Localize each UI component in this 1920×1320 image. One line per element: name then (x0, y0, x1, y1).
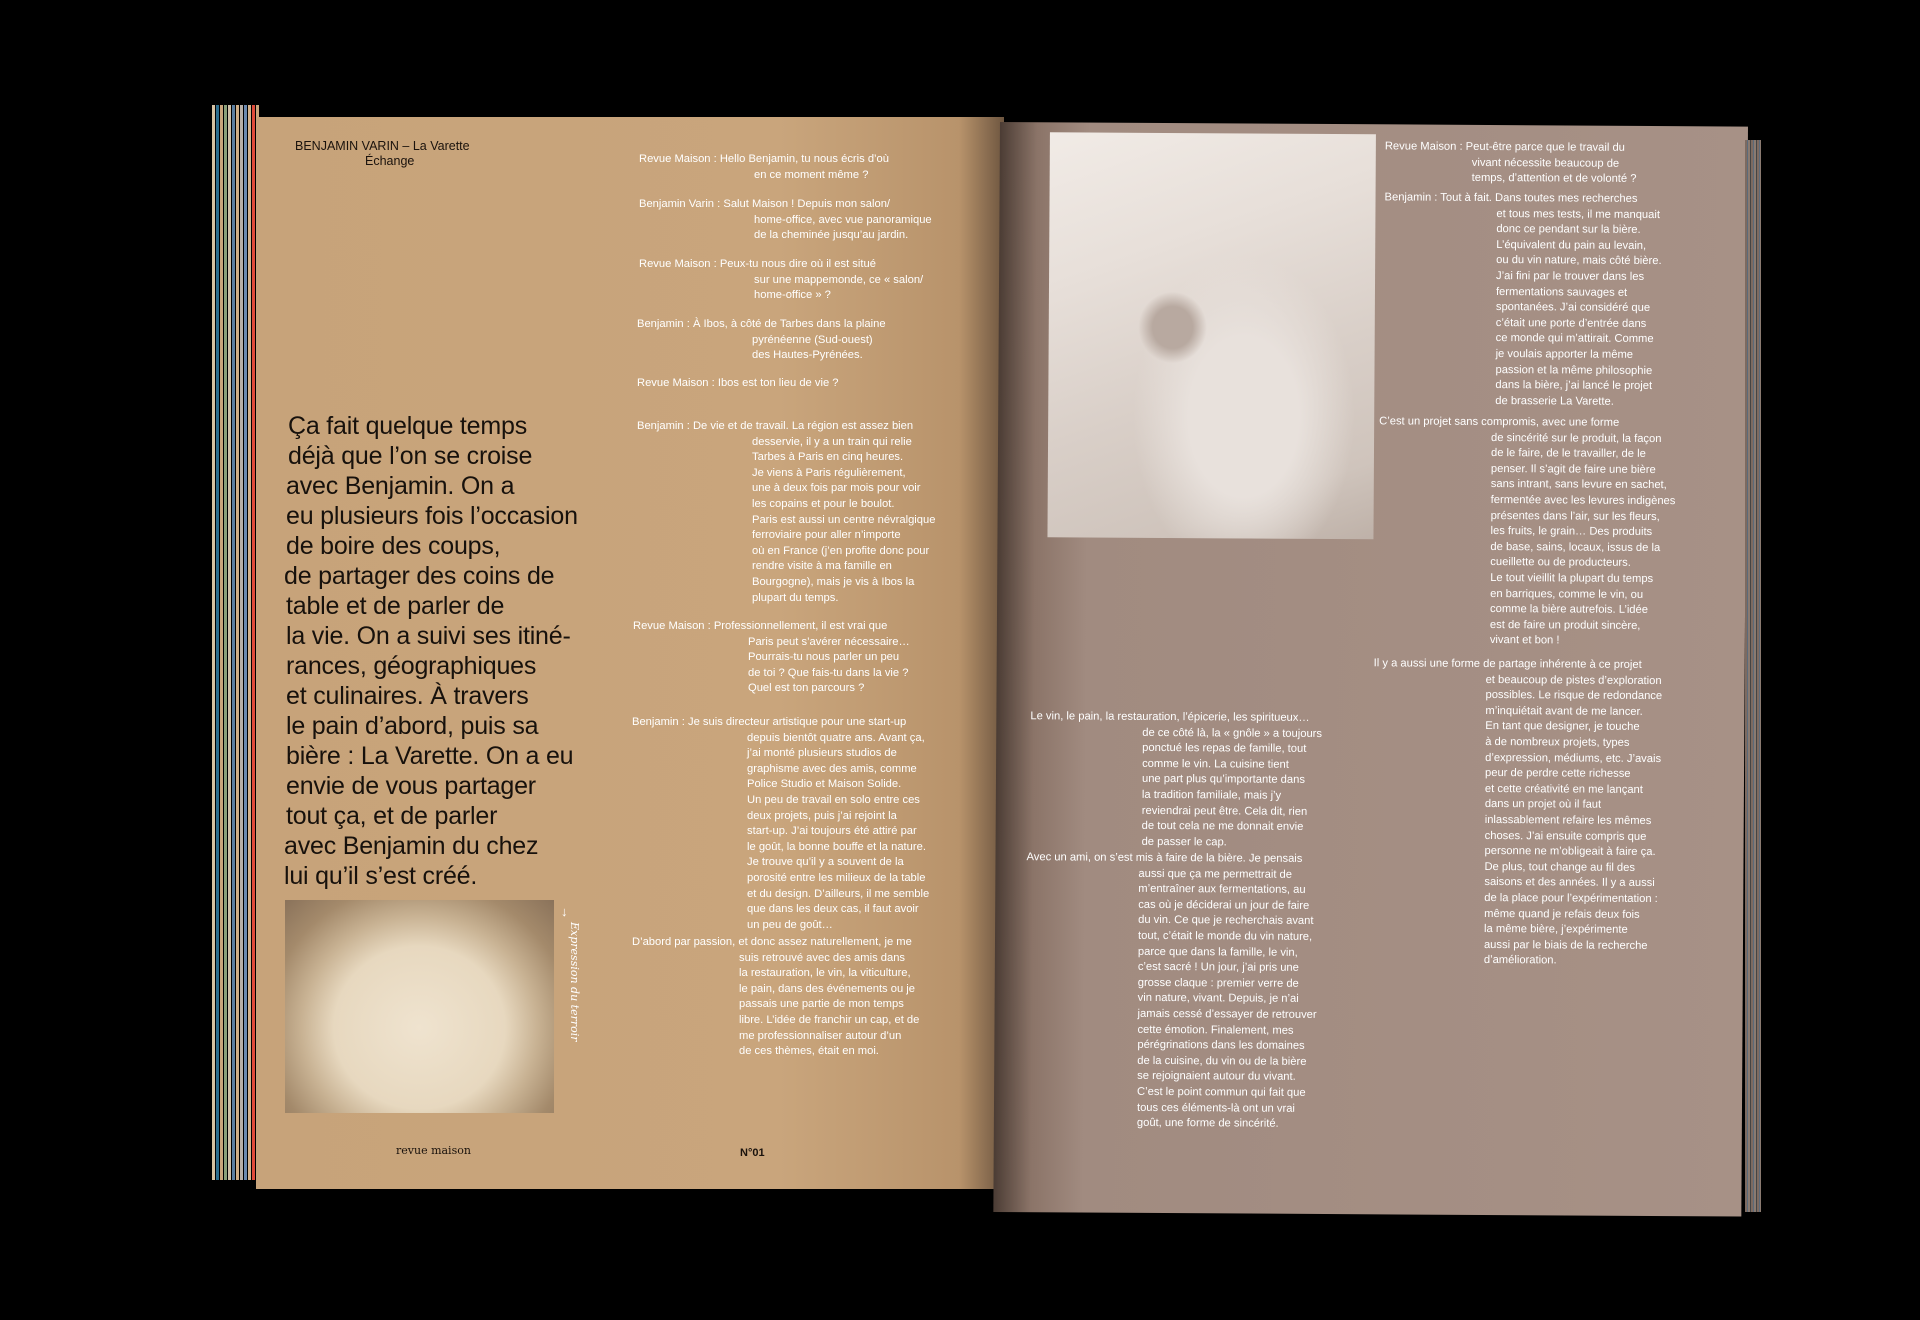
interview-line (637, 419, 935, 435)
interview-line: libre. L’idée de franchir un cap, et de (739, 1013, 920, 1026)
interview-line: me professionnaliser autour d’un (739, 1029, 902, 1042)
interview-qa (1383, 190, 1662, 410)
interview-line: présentes dans l’air, sur les fleurs, (1490, 509, 1660, 523)
intro-line: avec Benjamin du chez (284, 832, 539, 860)
interview-line: je voulais apporter la même (1495, 347, 1634, 361)
paragraph-line: c’est sacré ! Un jour, j’ai pris une (1137, 961, 1299, 974)
answer-text: Peut-être parce que le travail du (1465, 140, 1625, 154)
interview-line: cueillette ou de producteurs. (1490, 556, 1631, 570)
photo-caption: Expression du terroir (568, 922, 581, 1042)
interview-line: d’amélioration. (1483, 954, 1557, 967)
interview-line: peur de perdre cette richesse (1484, 767, 1631, 781)
paragraph-line: tout, c’était le monde du vin nature, (1137, 929, 1313, 943)
interview-line: j’ai monté plusieurs studios de (747, 747, 897, 760)
speaker-name: Benjamin : (632, 716, 685, 728)
interview-line: vivant nécessite beaucoup de (1471, 156, 1620, 170)
interview-line: Le tout vieillit la plupart du temps (1490, 571, 1654, 585)
interview-line: le goût, la bonne bouffe et la nature. (747, 840, 926, 853)
interview-line: passion et la même philosophie (1495, 363, 1653, 377)
interview-line: un peu de goût… (747, 918, 833, 931)
interview-line: de ces thèmes, était en moi. (739, 1045, 879, 1058)
interview-line: Police Studio et Maison Solide. (747, 778, 902, 791)
speaker-name: Benjamin : (637, 420, 690, 432)
right-page (993, 122, 1748, 1217)
interview-line: à de nombreux projets, types (1485, 735, 1630, 749)
answer-text: Tout à fait. Dans toutes mes recherches (1440, 191, 1638, 205)
interview-line (1385, 139, 1637, 156)
interview-line: plupart du temps. (752, 591, 839, 604)
interview-line: deux projets, puis j’ai rejoint la (747, 809, 897, 822)
folio-magazine-name: revue maison (396, 1144, 471, 1157)
interview-line: de sincérité sur le produit, la façon (1491, 431, 1662, 445)
paragraph-line: de la cuisine, du vin ou de la bière (1137, 1054, 1307, 1068)
arrow-down-icon: ↓ (561, 904, 568, 919)
paragraph-line: pérégrinations dans les domaines (1137, 1038, 1305, 1053)
answer-text: Professionnellement, il est vrai que (713, 620, 888, 632)
article-title: BENJAMIN VARIN – La Varette (295, 139, 470, 153)
interview-qa (632, 715, 929, 933)
interview-line: De plus, tout change au fil des (1484, 860, 1636, 874)
interview-line: les fruits, le grain… Des produits (1490, 525, 1653, 539)
paragraph-line: se rejoignaient autour du vivant. (1137, 1070, 1296, 1084)
interview-line: de brasserie La Varette. (1495, 394, 1614, 408)
interview-line: sans intrant, sans levure en sachet, (1490, 478, 1667, 492)
interview-line: suis retrouvé avec des amis dans (739, 951, 906, 964)
interview-line: même quand je refais deux fois (1484, 907, 1640, 921)
interview-line: Paris peut s’avérer nécessaire… (748, 635, 910, 648)
interview-line: J’ai fini par le trouver dans les (1496, 270, 1645, 283)
interview-line: d’expression, médiums, etc. J’avais (1485, 751, 1662, 765)
intro-line: avec Benjamin. On a (286, 472, 515, 500)
interview-line: une à deux fois par mois pour voir (752, 482, 921, 495)
interview-line: Pourrais-tu nous parler un peu (748, 651, 900, 664)
answer-text: Ibos est ton lieu de vie ? (717, 377, 839, 389)
interview-line: ou du vin nature, mais côté bière. (1496, 254, 1662, 268)
paragraph-line: tous ces éléments-là ont un vrai (1136, 1101, 1295, 1115)
interview-line: graphisme avec des amis, comme (747, 762, 917, 775)
interview-line (1374, 656, 1663, 673)
speaker-name: Revue Maison : (639, 153, 717, 165)
interview-line: et tous mes tests, il me manquait (1496, 207, 1661, 221)
interview-line (633, 619, 910, 635)
interview-qa (639, 197, 932, 244)
interview-qa (637, 317, 886, 364)
interview-qa (637, 419, 935, 606)
interview-line: L’équivalent du pain au levain, (1496, 238, 1647, 252)
interview-line (1384, 190, 1662, 207)
interview-line (1379, 414, 1676, 431)
interview-line (639, 197, 932, 213)
answer-text: D’abord par passion, et donc assez naturellement, je me (632, 936, 912, 948)
folio-issue-number: N°01 (740, 1147, 765, 1159)
interview-line: de la place pour l’expérimentation : (1484, 891, 1658, 905)
answer-text: C’est un projet sans compromis, avec une forme (1379, 415, 1620, 429)
paragraph-line: reviendrai peut être. Cela dit, rien (1141, 804, 1308, 818)
speaker-name: Revue Maison : (633, 620, 711, 632)
intro-line: rances, géographiques (286, 652, 537, 680)
intro-line: eu plusieurs fois l’occasion (286, 502, 578, 530)
interview-line: rendre visite à ma famille en (752, 560, 892, 573)
interview-qa (1372, 656, 1663, 970)
answer-text: À Ibos, à côté de Tarbes dans la plaine (692, 318, 886, 330)
interview-line: Je trouve qu’il y a souvent de la (747, 856, 904, 869)
interview-line: porosité entre les milieux de la table (747, 871, 926, 884)
interview-line: choses. J’ai ensuite compris que (1484, 829, 1647, 843)
interview-line: et beaucoup de pistes d’exploration (1485, 673, 1662, 687)
interview-line: penser. Il s’agit de faire une bière (1490, 462, 1656, 476)
paragraph-line: grosse claque : premier verre de (1137, 976, 1299, 990)
interview-line (637, 376, 839, 392)
interview-line: de le faire, de le travailler, de le (1490, 447, 1646, 461)
paragraph-line: Avec un ami, on s’est mis à faire de la bière. Je pensais (1026, 851, 1303, 865)
interview-line: possibles. Le risque de redondance (1485, 689, 1663, 703)
interview-qa (1378, 414, 1676, 650)
intro-line: le pain d’abord, puis sa (286, 712, 539, 740)
intro-line: Ça fait quelque temps (288, 412, 528, 440)
intro-line: bière : La Varette. On a eu (286, 742, 574, 770)
interview-line: de base, sains, locaux, issus de la (1490, 540, 1661, 554)
speaker-name: Benjamin : (637, 318, 690, 330)
paragraph-line: cas où je déciderai un jour de faire (1138, 898, 1310, 912)
interview-line (632, 935, 919, 951)
interview-line: dans un projet où il faut (1484, 798, 1602, 812)
interview-line: comme la bière autrefois. L’idée (1489, 603, 1649, 617)
answer-text: Il y a aussi une forme de partage inhérente à ce projet (1373, 657, 1642, 671)
intro-line: la vie. On a suivi ses itiné- (286, 622, 571, 650)
interview-line: et du design. D’ailleurs, il me semble (747, 887, 930, 900)
interview-column-right (993, 122, 1748, 1217)
interview-line: de toi ? Que fais-tu dans la vie ? (748, 666, 909, 679)
interview-line: home-office » ? (754, 289, 831, 302)
paragraph-line: comme le vin. La cuisine tient (1142, 757, 1289, 771)
paragraph-line: ponctué les repas de famille, tout (1142, 742, 1307, 756)
interview-line: donc ce pendant sur la bière. (1496, 223, 1641, 237)
interview-line: home-office, avec vue panoramique (754, 213, 932, 226)
paragraph-line: m’entraîner aux fermentations, au (1138, 883, 1306, 897)
paragraph-line: la tradition familiale, mais j’y (1141, 788, 1282, 802)
interview-line: Paris est aussi un centre névralgique (752, 513, 936, 526)
interview-line: la même bière, j’expérimente (1484, 923, 1628, 936)
intro-line: table et de parler de (286, 592, 505, 620)
interview-line: start-up. J’ai toujours été attiré par (747, 825, 917, 838)
intro-line: envie de vous partager (286, 772, 536, 800)
interview-line: en barriques, comme le vin, ou (1490, 587, 1644, 601)
interview-qa (632, 935, 919, 1060)
right-page-edges (1745, 140, 1761, 1212)
interview-line: ce monde qui m’attirait. Comme (1495, 332, 1654, 346)
paragraph-line: jamais cessé d’essayer de retrouver (1137, 1007, 1317, 1021)
interview-line: des Hautes-Pyrénées. (752, 349, 863, 362)
interview-line: Bourgogne), mais je vis à Ibos la (752, 575, 915, 588)
paragraph-line: une part plus qu’importante dans (1141, 773, 1305, 787)
interview-line: les copains et pour le boulot. (752, 497, 895, 510)
paragraph-line: du vin. Ce que je recherchais avant (1138, 914, 1314, 928)
interview-line: inlassablement refaire les mêmes (1484, 813, 1652, 827)
interview-line: fermentée avec les levures indigènes (1490, 493, 1676, 508)
interview-qa (1385, 139, 1637, 187)
speaker-name: Revue Maison : (1384, 140, 1463, 153)
speaker-name: Revue Maison : (639, 258, 717, 270)
paragraph-line: de passer le cap. (1141, 835, 1227, 849)
article-section: Échange (365, 154, 415, 168)
left-page (256, 117, 1004, 1189)
interview-line (637, 317, 886, 333)
interview-line: en ce moment même ? (754, 168, 869, 181)
page-edges (212, 105, 260, 1180)
interview-line: vivant et bon ! (1489, 634, 1560, 647)
answer-text: Peux-tu nous dire où il est situé (719, 258, 876, 270)
interview-line: la restauration, le vin, la viticulture, (739, 967, 911, 980)
interview-line: spontanées. J’ai considéré que (1495, 301, 1651, 315)
speaker-name: Benjamin Varin : (639, 198, 721, 210)
interview-line: c’était une porte d’entrée dans (1495, 316, 1647, 330)
interview-line: ferroviaire pour aller n’importe (752, 529, 901, 542)
interview-line: depuis bientôt quatre ans. Avant ça, (747, 731, 925, 744)
interview-line: Un peu de travail en solo entre ces (747, 793, 920, 806)
paragraph-line: goût, une forme de sincérité. (1136, 1116, 1279, 1130)
interview-line: personne ne m’obligeait à faire ça. (1484, 845, 1656, 859)
interview-line: Je viens à Paris régulièrement, (752, 466, 906, 479)
paragraph-line: cette émotion. Finalement, mes (1137, 1023, 1294, 1037)
interview-line: passais une partie de mon temps (739, 998, 904, 1011)
interview-line: est de faire un produit sincère, (1489, 618, 1641, 632)
paragraph-line: C’est le point commun qui fait que (1137, 1085, 1306, 1099)
paragraph-line: de tout cela ne me donnait envie (1141, 820, 1304, 834)
interview-line: saisons et des années. Il y a aussi (1484, 876, 1655, 890)
interview-line: et cette créativité en me lançant (1484, 782, 1643, 796)
interview-line: aussi par le biais de la recherche (1483, 938, 1648, 952)
interview-line (639, 152, 889, 168)
interview-line (632, 715, 929, 731)
interview-line: le pain, dans des événements ou je (739, 982, 916, 995)
paragraph-line: vin nature, vivant. Depuis, je n’ai (1137, 992, 1299, 1006)
answer-text: Salut Maison ! Depuis mon salon/ (723, 198, 891, 210)
interview-line: où en France (j’en profite donc pour (752, 544, 930, 557)
interview-line: En tant que designer, je touche (1485, 720, 1640, 734)
intro-line: déjà que l’on se croise (288, 442, 533, 470)
interview-line: de la cheminée jusqu’au jardin. (754, 229, 909, 242)
interview-qa (637, 376, 839, 392)
interview-qa (639, 152, 889, 183)
interview-column-left (256, 117, 1004, 1189)
intro-line: et culinaires. À travers (286, 682, 529, 710)
answer-text: Je suis directeur artistique pour une start-up (687, 716, 907, 728)
interview-line: pyrénéenne (Sud-ouest) (752, 333, 873, 346)
interview-line: temps, d’attention et de volonté ? (1471, 172, 1637, 186)
interview-line: fermentations sauvages et (1495, 285, 1628, 299)
intro-line: lui qu’il s’est créé. (284, 862, 478, 890)
speaker-name: Benjamin : (1384, 191, 1438, 204)
intro-line: de boire des coups, (286, 532, 501, 560)
interview-line: que dans les deux cas, il faut avoir (747, 903, 919, 916)
intro-line: de partager des coins de (284, 562, 555, 590)
answer-text: De vie et de travail. La région est assez bien (692, 420, 914, 432)
speaker-name: Revue Maison : (637, 377, 715, 389)
paragraph-line: parce que dans la famille, le vin, (1137, 945, 1298, 959)
interview-line (639, 257, 923, 273)
interview-qa (633, 619, 910, 697)
paragraph-line: aussi que ça me permettrait de (1138, 867, 1293, 881)
intro-line: tout ça, et de parler (286, 802, 498, 830)
interview-line: desservie, il y a un train qui relie (752, 435, 912, 448)
answer-text: Hello Benjamin, tu nous écris d’où (719, 153, 889, 165)
interview-line: dans la bière, j’ai lancé le projet (1495, 379, 1653, 393)
paragraph-line: de ce côté là, la « gnôle » a toujours (1142, 726, 1323, 740)
interview-line: Quel est ton parcours ? (748, 682, 865, 695)
interview-line: Tarbes à Paris en cinq heures. (752, 451, 904, 464)
paragraph-line: Le vin, le pain, la restauration, l’épicerie, les spiritueux… (1030, 710, 1310, 724)
interview-line: m’inquiétait avant de me lancer. (1485, 704, 1643, 718)
interview-qa (639, 257, 923, 304)
interview-line: sur une mappemonde, ce « salon/ (754, 273, 924, 286)
